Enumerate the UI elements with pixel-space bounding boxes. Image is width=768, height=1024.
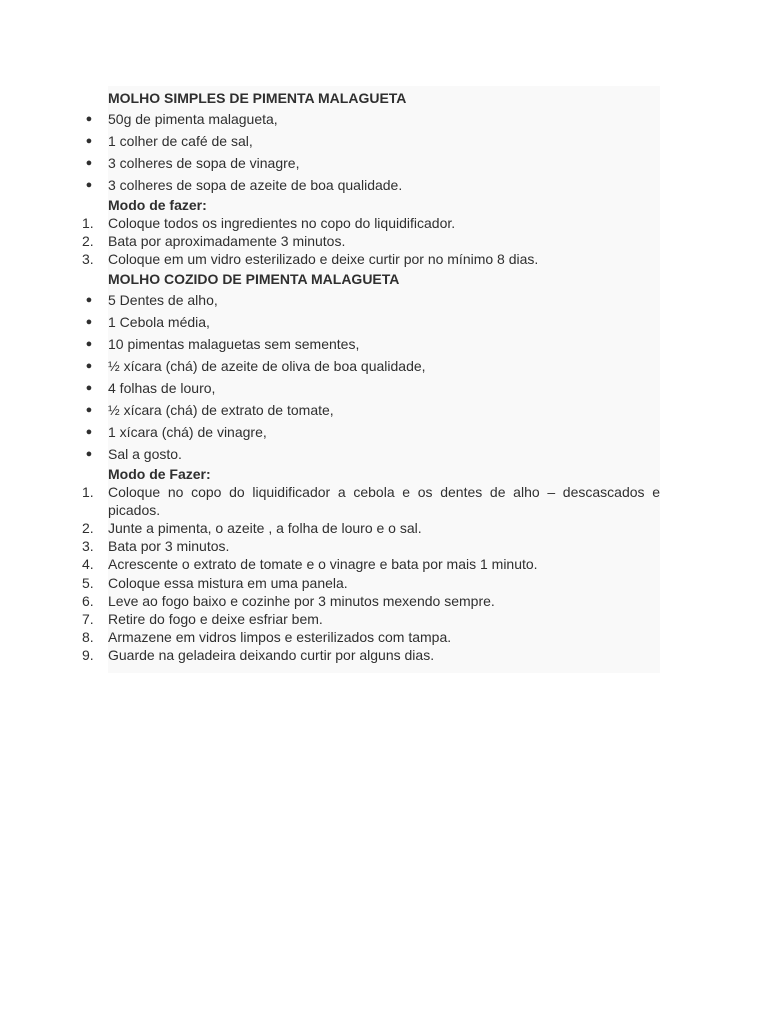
step-number: 9. (82, 647, 94, 664)
list-item (82, 483, 660, 519)
step-text: Bata por 3 minutos. (108, 538, 230, 555)
document-page (82, 86, 660, 673)
bullet-icon: ● (85, 135, 93, 147)
ingredient-text: 3 colheres de sopa de azeite de boa qualidade. (108, 177, 403, 193)
ingredient-text: 1 Cebola média, (108, 313, 210, 330)
step-number: 5. (82, 574, 94, 591)
bullet-icon: ● (85, 113, 93, 125)
step-number: 1. (82, 215, 94, 231)
recipe-cooked-section (82, 269, 660, 665)
list-item (82, 574, 660, 592)
list-item (82, 232, 660, 250)
list-item (82, 519, 660, 537)
bullet-icon: ● (85, 293, 93, 306)
list-item (85, 174, 660, 196)
step-number: 2. (82, 233, 94, 250)
bullet-icon: ● (85, 337, 93, 350)
list-item (82, 537, 660, 555)
bullet-icon: ● (85, 381, 93, 394)
ingredient-text: 4 folhas de louro, (108, 379, 216, 396)
list-item (85, 289, 660, 311)
step-number: 6. (82, 592, 94, 609)
step-text: Bata por aproximadamente 3 minutos. (108, 233, 346, 250)
step-text: Acrescente o extrato de tomate e o vinagre e bata por mais 1 minuto. (108, 556, 538, 573)
ingredient-text: 5 Dentes de alho, (108, 291, 218, 308)
list-item (82, 628, 660, 646)
step-number: 1. (82, 483, 94, 500)
ingredient-text: 3 colheres de sopa de vinagre, (108, 155, 300, 171)
ingredient-text: Sal a gosto. (108, 445, 182, 462)
list-item (85, 443, 660, 465)
list-item (85, 377, 660, 399)
bullet-icon: ● (85, 179, 93, 191)
ingredient-text: 50g de pimenta malagueta, (108, 111, 278, 127)
step-text: Coloque todos os ingredientes no copo do liquidificador. (108, 215, 456, 231)
list-item (85, 333, 660, 355)
step-text: Armazene em vidros limpos e esterilizados com tampa. (108, 629, 452, 646)
step-number: 3. (82, 251, 94, 268)
step-number: 3. (82, 538, 94, 555)
recipe1-step-list (82, 214, 660, 269)
bullet-icon: ● (85, 359, 93, 372)
step-text: Leve ao fogo baixo e cozinhe por 3 minutos mexendo sempre. (108, 592, 495, 609)
recipe-simple-section (82, 88, 660, 269)
recipe2-ingredient-list (85, 289, 660, 465)
bullet-icon: ● (85, 315, 93, 328)
list-item (85, 152, 660, 174)
step-text: Coloque em um vidro esterilizado e deixe curtir por no mínimo 8 dias. (108, 251, 539, 268)
recipe2-step-list (82, 483, 660, 665)
list-item (85, 311, 660, 333)
step-text: Retire do fogo e deixe esfriar bem. (108, 611, 323, 628)
recipe2-method-title: Modo de Fazer: (108, 465, 211, 482)
list-item (85, 421, 660, 443)
list-item (85, 355, 660, 377)
bullet-icon: ● (85, 157, 93, 169)
ingredient-text: 1 xícara (chá) de vinagre, (108, 423, 267, 440)
step-text: Coloque essa mistura em uma panela. (108, 574, 348, 591)
recipe1-title: MOLHO SIMPLES DE PIMENTA MALAGUETA (108, 90, 407, 106)
list-item (82, 646, 660, 664)
list-item (85, 399, 660, 421)
list-item (82, 610, 660, 628)
list-item (85, 130, 660, 152)
step-text: Coloque no copo do liquidificador a cebola e os dentes de alho – descascados e picados. (108, 483, 660, 518)
step-number: 7. (82, 611, 94, 628)
ingredient-text: 10 pimentas malaguetas sem sementes, (108, 335, 360, 352)
list-item (82, 555, 660, 573)
step-text: Junte a pimenta, o azeite , a folha de louro e o sal. (108, 520, 422, 537)
list-item (85, 108, 660, 130)
recipe2-title: MOLHO COZIDO DE PIMENTA MALAGUETA (108, 270, 400, 287)
list-item (82, 214, 660, 232)
bullet-icon: ● (85, 447, 93, 460)
bullet-icon: ● (85, 425, 93, 438)
step-number: 2. (82, 520, 94, 537)
step-text: Guarde na geladeira deixando curtir por alguns dias. (108, 647, 435, 664)
recipe1-ingredient-list (85, 108, 660, 196)
list-item (82, 250, 660, 268)
ingredient-text: ½ xícara (chá) de extrato de tomate, (108, 401, 334, 418)
ingredient-text: ½ xícara (chá) de azeite de oliva de boa qualidade, (108, 357, 426, 374)
step-number: 8. (82, 629, 94, 646)
step-number: 4. (82, 556, 94, 573)
recipe1-method-title: Modo de fazer: (108, 197, 207, 213)
list-item (82, 592, 660, 610)
ingredient-text: 1 colher de café de sal, (108, 133, 253, 149)
bullet-icon: ● (85, 403, 93, 416)
